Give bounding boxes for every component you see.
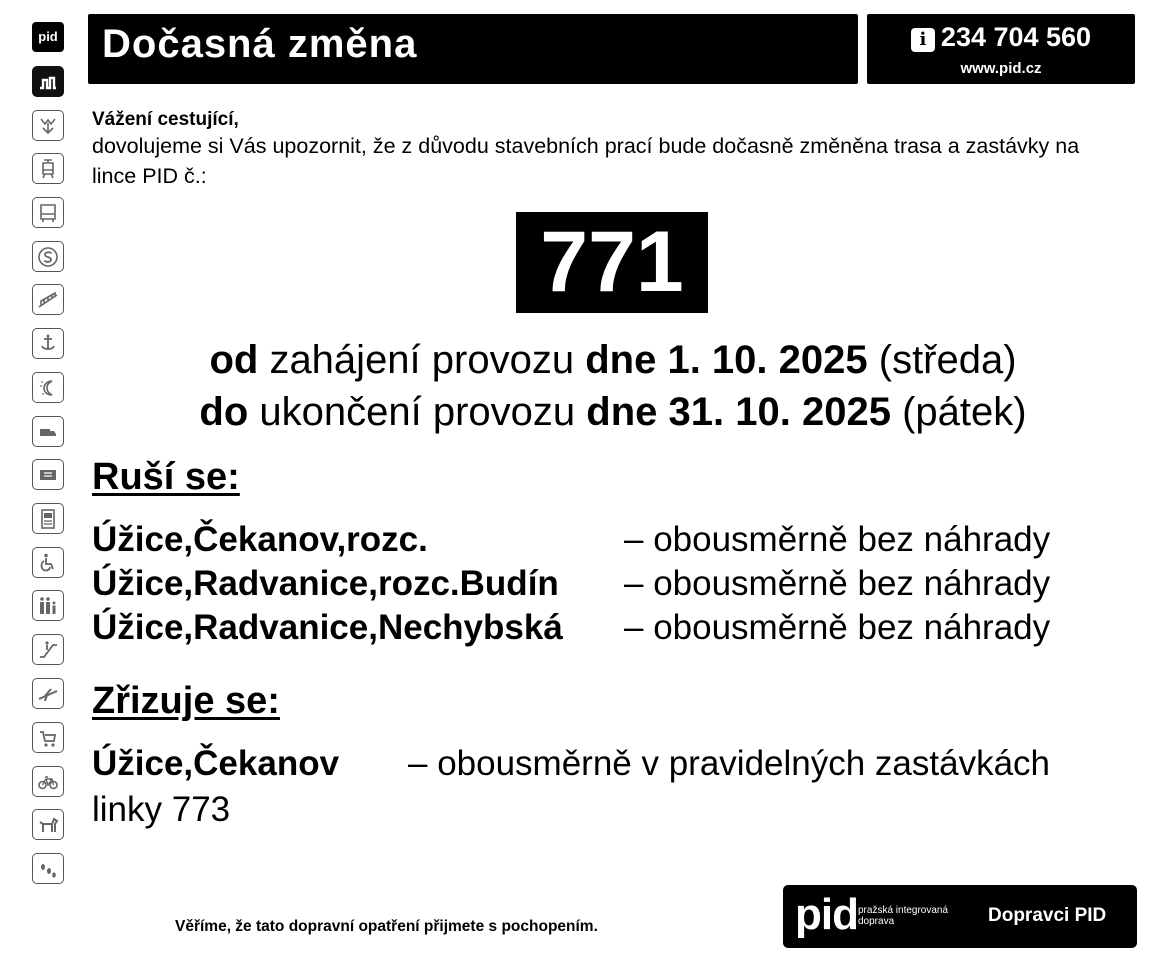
airport-icon xyxy=(32,678,64,709)
train-icon xyxy=(32,66,64,97)
tram-icon xyxy=(32,153,64,184)
s-train-icon xyxy=(32,241,64,272)
validity-from-day: (středa) xyxy=(878,338,1017,382)
intro-text: dovolujeme si Vás upozornit, že z důvodu stavebních prací bude dočasně změněna trasa a zastávky na lince PID č.: xyxy=(92,134,1080,188)
validity-to-word: do xyxy=(199,390,249,434)
pid-logo: pid xyxy=(795,890,858,939)
cancelled-heading: Ruší se: xyxy=(92,456,240,498)
ticket-machine-icon xyxy=(32,503,64,534)
pid-logo-subtitle xyxy=(858,905,948,927)
contact-box xyxy=(867,14,1135,84)
line-number: 771 xyxy=(516,212,708,313)
stop-name: Úžice,Radvanice,rozc.Budín xyxy=(92,564,559,603)
stop-name: Úžice,Radvanice,Nechybská xyxy=(92,608,563,647)
walking-icon xyxy=(32,853,64,884)
pid-logo-subtitle-line2: doprava xyxy=(858,916,895,927)
intro-greeting: Vážení cestující, xyxy=(92,109,239,130)
stop-name: Úžice,Čekanov xyxy=(92,744,340,783)
funicular-icon xyxy=(32,284,64,315)
stop-name: Úžice,Čekanov,rozc. xyxy=(92,520,428,559)
info-icon: i xyxy=(911,28,935,52)
cancelled-stop-row xyxy=(92,564,1142,604)
established-heading: Zřizuje se: xyxy=(92,680,280,722)
escalator-icon xyxy=(32,634,64,665)
stop-note: – obousměrně bez náhrady xyxy=(624,520,1051,559)
ticket-icon xyxy=(32,459,64,490)
footer-message: Věříme, že tato dopravní opatření přijmete s pochopením. xyxy=(175,918,598,935)
validity-from-text: zahájení provozu xyxy=(269,338,575,382)
validity-from-date: dne 1. 10. 2025 xyxy=(585,338,868,382)
contact-phone-line xyxy=(867,22,1135,53)
metro-arrow-icon xyxy=(32,110,64,141)
stroller-icon xyxy=(32,722,64,753)
regional-bus-icon xyxy=(32,416,64,447)
stop-note: – obousměrně bez náhrady xyxy=(624,564,1051,603)
page-title: Dočasná změna xyxy=(102,22,418,66)
stop-note: – obousměrně bez náhrady xyxy=(624,608,1051,647)
validity-to-text: ukončení provozu xyxy=(259,390,576,434)
contact-phone: 234 704 560 xyxy=(940,22,1092,52)
cancelled-stop-row xyxy=(92,608,1142,648)
bicycle-icon xyxy=(32,766,64,797)
pid-icon: pid xyxy=(32,22,64,52)
validity-to-day: (pátek) xyxy=(902,390,1027,434)
contact-website: www.pid.cz xyxy=(960,60,1042,77)
dog-icon xyxy=(32,809,64,840)
family-icon xyxy=(32,590,64,621)
carriers-label: Dopravci PID xyxy=(988,905,1107,926)
validity-to xyxy=(88,390,1138,435)
stop-note: – obousměrně v pravidelných zastávkách xyxy=(408,744,1051,783)
stop-note-continuation: linky 773 xyxy=(92,790,231,829)
wheelchair-icon xyxy=(32,547,64,578)
ferry-icon xyxy=(32,328,64,359)
footer-logo-badge xyxy=(783,885,1137,948)
validity-to-date: dne 31. 10. 2025 xyxy=(586,390,891,434)
night-service-icon xyxy=(32,372,64,403)
cancelled-stop-row xyxy=(92,520,1142,560)
validity-from-word: od xyxy=(209,338,259,382)
pid-logo-subtitle-line1: pražská integrovaná xyxy=(858,905,949,916)
header-banner xyxy=(88,14,858,84)
validity-from xyxy=(88,338,1138,383)
bus-icon xyxy=(32,197,64,228)
